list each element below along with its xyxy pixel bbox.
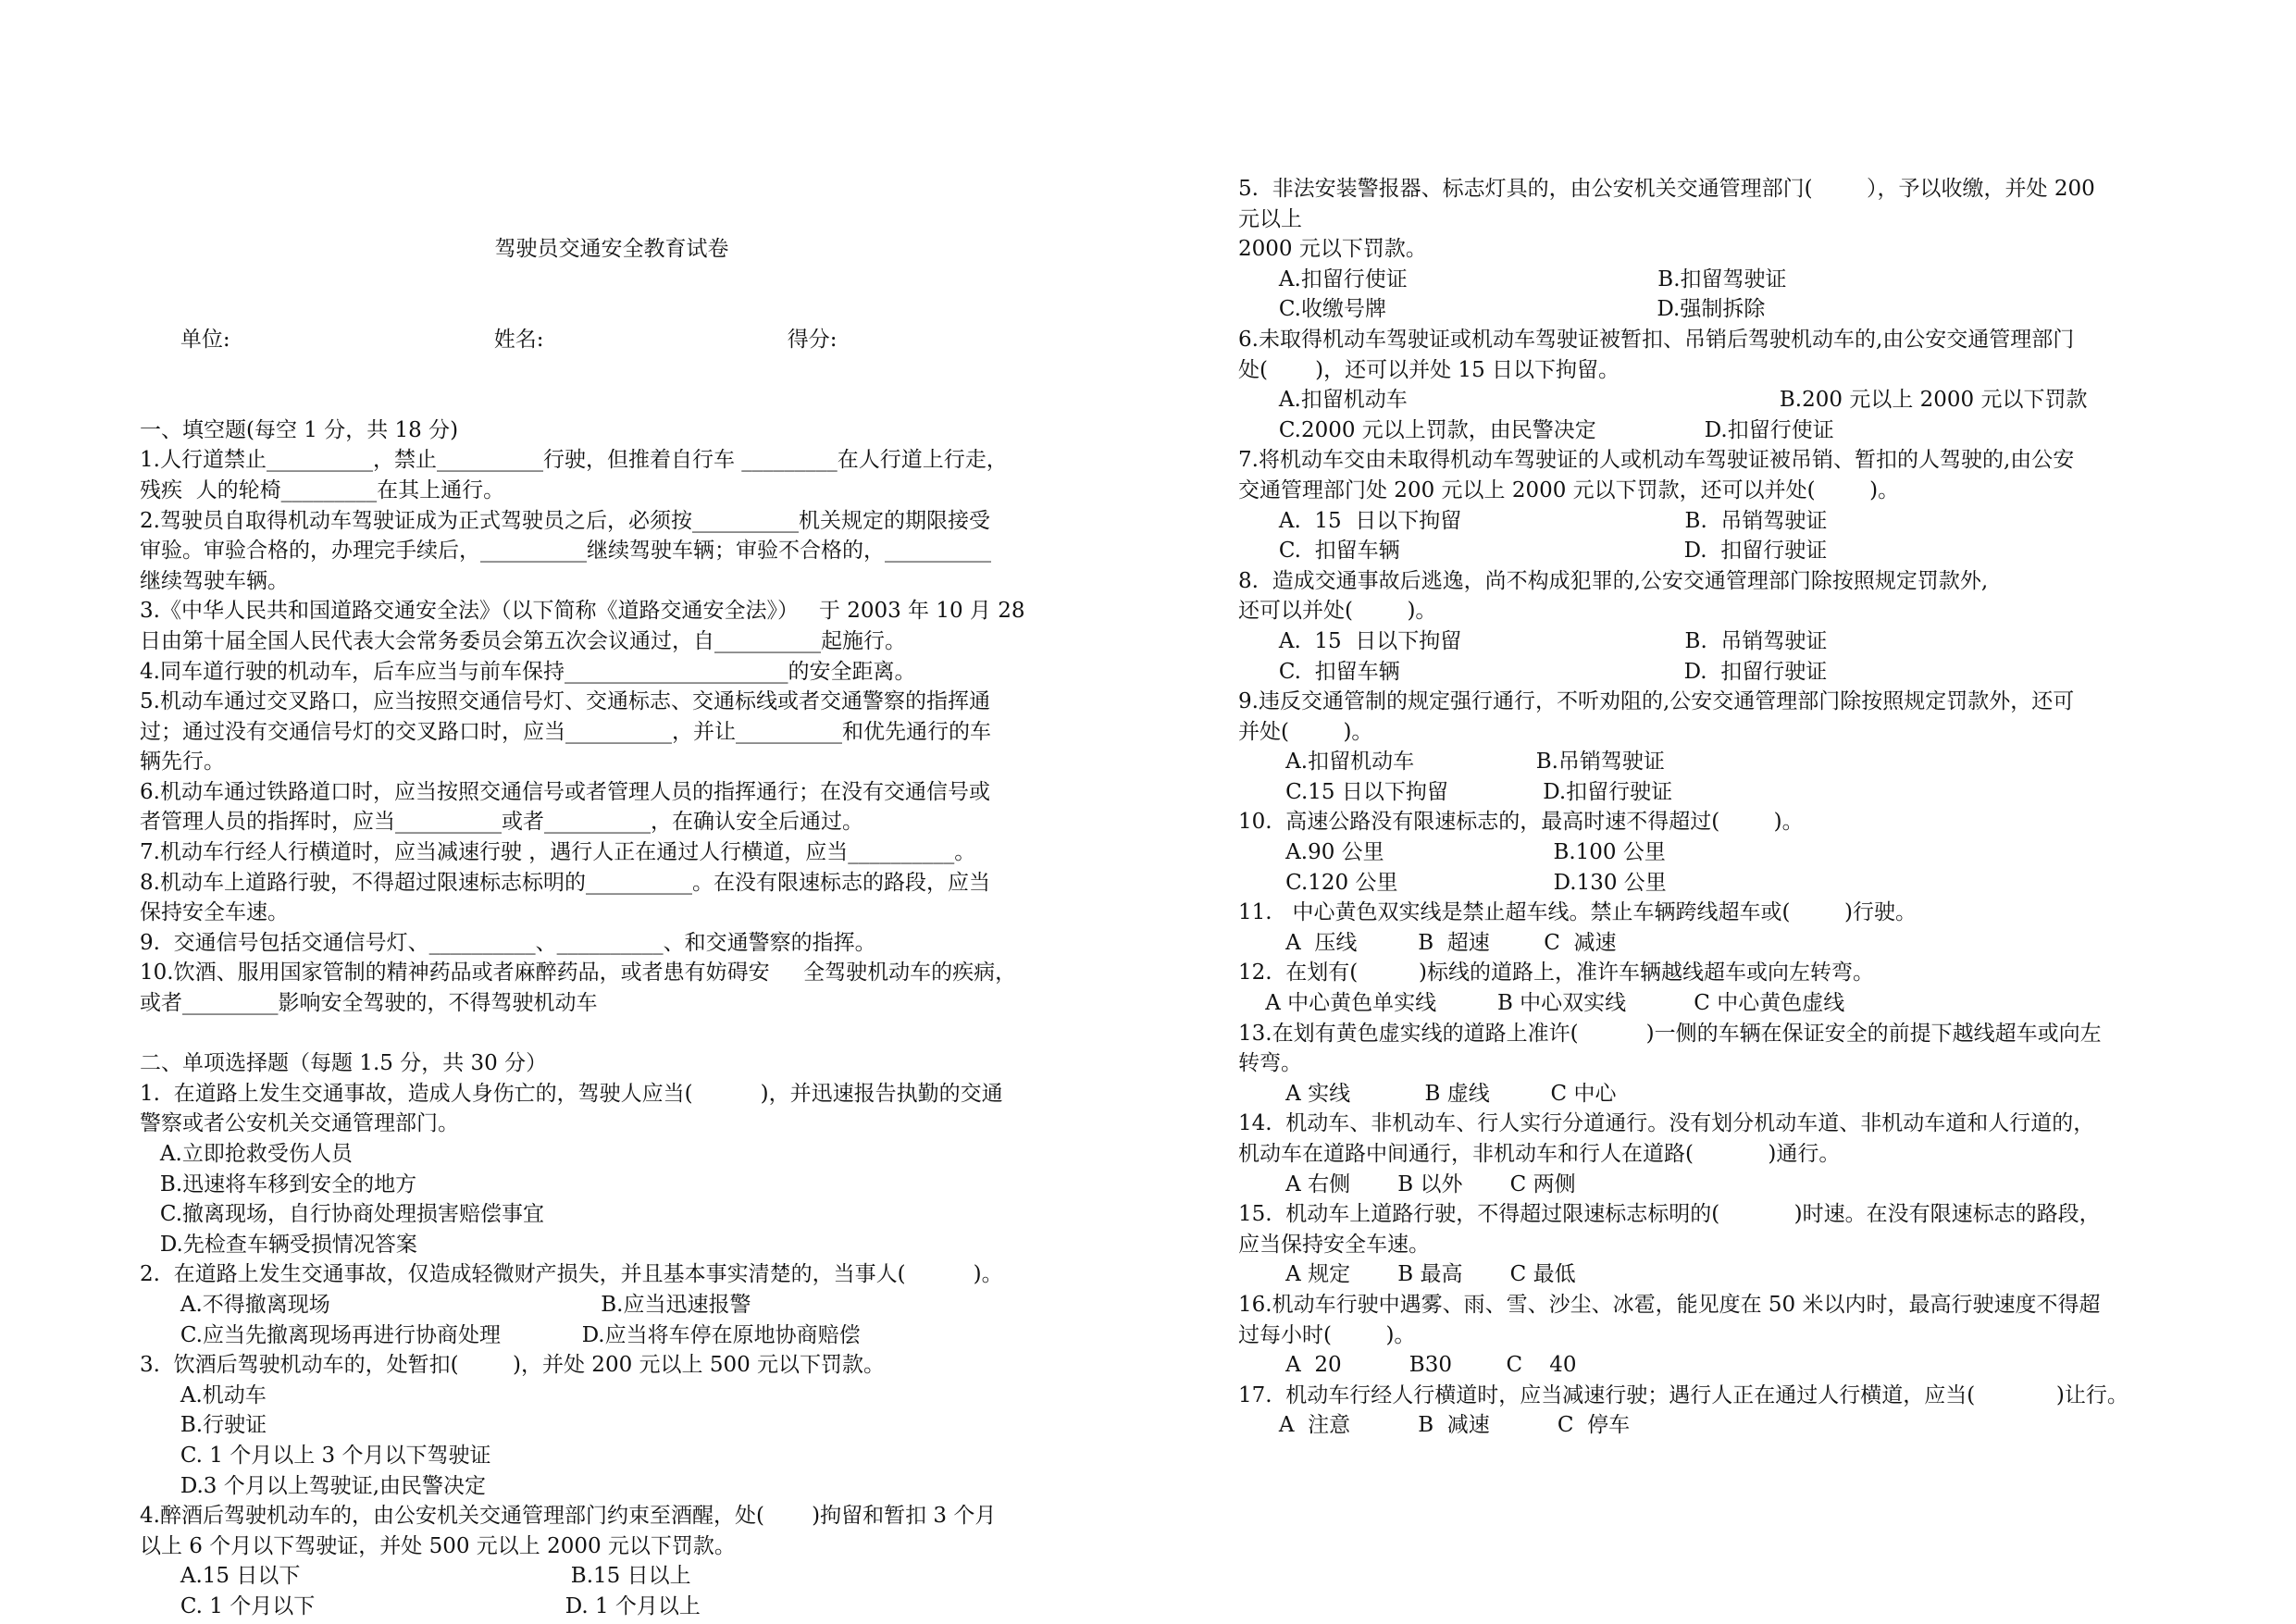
text-line: 12. 在划有( )标线的道路上，准许车辆越线超车或向左转弯。	[1238, 961, 1874, 986]
text-line: A 压线 B 超速 C 减速	[1238, 930, 1617, 955]
text-line: A.扣留机动车 B.200 元以上 2000 元以下罚款	[1238, 388, 2088, 413]
text-line: 处( )，还可以并处 15 日以下拘留。	[1238, 357, 1620, 382]
exam-info-line: 单位: 姓名: 得分:	[140, 327, 838, 352]
text-line: C.撤离现场，自行协商处理损害赔偿事宜	[140, 1202, 545, 1227]
text-line: A 右侧 B 以外 C 两侧	[1238, 1172, 1576, 1196]
text-line: 4.同车道行驶的机动车，后车应当与前车保持_____________________的安全距离。	[140, 659, 916, 684]
text-line: 转弯。	[1238, 1051, 1302, 1076]
text-line: A.不得撤离现场 B.应当迅速报警	[140, 1292, 751, 1317]
text-line: C. 扣留车辆 D. 扣留行驶证	[1238, 659, 1828, 684]
text-line: 应当保持安全车速。	[1238, 1232, 1430, 1257]
text-line: 9. 交通信号包括交通信号灯、__________、__________、和交通警察的指挥。	[140, 930, 876, 955]
text-line: C.2000 元以上罚款，由民警决定 D.扣留行使证	[1238, 417, 1834, 442]
left-column	[140, 174, 1084, 1622]
text-line: 交通管理部门处 200 元以上 2000 元以下罚款，还可以并处( )。	[1238, 477, 1900, 502]
text-line: C. 扣留车辆 D. 扣留行驶证	[1238, 539, 1828, 564]
text-line: 14. 机动车、非机动车、行人实行分道通行。没有划分机动车道、非机动车道和人行道的，	[1238, 1111, 2095, 1136]
text-line: 者管理人员的指挥时，应当__________或者__________，在确认安全后通过。	[140, 810, 863, 835]
text-line: A 20 B30 C 40	[1238, 1353, 1577, 1378]
text-line: 5. 非法安装警报器、标志灯具的，由公安机关交通管理部门( ），予以收缴，并处 200	[1238, 177, 2095, 201]
text-line: 元以上	[1238, 206, 1302, 231]
text-line: A.机动车	[140, 1382, 267, 1407]
text-line: 以上 6 个月以下驾驶证，并处 500 元以上 2000 元以下罚款。	[140, 1533, 736, 1558]
text-line: A 中心黄色单实线 B 中心双实线 C 中心黄色虚线	[1238, 991, 1845, 1016]
text-line: C. 1 个月以下 D. 1 个月以上	[140, 1593, 701, 1618]
text-line: A.扣留行使证 B.扣留驾驶证	[1238, 267, 1787, 291]
text-line: C. 1 个月以上 3 个月以下驾驶证	[140, 1443, 491, 1468]
text-line: 10.饮酒、服用国家管制的精神药品或者麻醉药品，或者患有妨碍安 全驾驶机动车的疾病，	[140, 961, 1017, 986]
text-line: A.扣留机动车 B.吊销驾驶证	[1238, 750, 1665, 775]
text-line: D.先检查车辆受损情况答案	[140, 1232, 417, 1257]
text-line: 过每小时( )。	[1238, 1322, 1416, 1347]
text-line: 3. 饮酒后驾驶机动车的，处暂扣( )，并处 200 元以上 500 元以下罚款。	[140, 1353, 886, 1378]
text-line: 6.机动车通过铁路道口时，应当按照交通信号或者管理人员的指挥通行；在没有交通信号或	[140, 779, 990, 804]
text-line: 一、填空题(每空 1 分，共 18 分)	[140, 417, 459, 442]
text-line: C.收缴号牌 D.强制拆除	[1238, 297, 1766, 322]
text-line: 11. 中心黄色双实线是禁止超车线。禁止车辆跨线超车或( )行驶。	[1238, 900, 1917, 925]
text-line: 1.人行道禁止__________，禁止__________行驶，但推着自行车 _________在人行道上行走，	[140, 448, 1008, 473]
text-line: 或者_________影响安全驾驶的，不得驾驶机动车	[140, 991, 598, 1016]
text-line: A.立即抢救受伤人员	[140, 1142, 353, 1166]
text-line: 二、单项选择题（每题 1.5 分，共 30 分）	[140, 1051, 548, 1076]
text-line: 13.在划有黄色虚实线的道路上准许( )一侧的车辆在保证安全的前提下越线超车或向左	[1238, 1021, 2102, 1046]
text-line: A. 15 日以下拘留 B. 吊销驾驶证	[1238, 508, 1828, 533]
text-line: 17. 机动车行经人行横道时，应当减速行驶；遇行人正在通过人行横道，应当( )让行。	[1238, 1382, 2128, 1407]
text-line: 并处( )。	[1238, 719, 1373, 744]
text-line: A.15 日以下 B.15 日以上	[140, 1564, 691, 1589]
text-line: 3.《中华人民共和国道路交通安全法》（以下简称《道路交通安全法》） 于 2003 年 10 月 28	[140, 599, 1025, 624]
text-line: 还可以并处( )。	[1238, 599, 1437, 624]
text-line: 继续驾驶车辆。	[140, 568, 289, 593]
text-line: C.15 日以下拘留 D.扣留行驶证	[1238, 779, 1673, 804]
text-line: 4.醉酒后驾驶机动车的，由公安机关交通管理部门约束至酒醒，处( )拘留和暂扣 3 个月	[140, 1504, 997, 1529]
text-line: 8.机动车上道路行驶，不得超过限速标志标明的__________。在没有限速标志的路段，应当	[140, 870, 990, 895]
text-line: 保持安全车速。	[140, 900, 289, 925]
text-line: 残疾 人的轮椅_________在其上通行。	[140, 477, 505, 502]
text-line: 审验。审验合格的，办理完手续后，__________继续驾驶车辆；审验不合格的，__________	[140, 539, 991, 564]
text-line: D.3 个月以上驾驶证,由民警决定	[140, 1473, 487, 1498]
text-line: 5.机动车通过交叉路口，应当按照交通信号灯、交通标志、交通标线或者交通警察的指挥通	[140, 689, 990, 714]
text-line: 1. 在道路上发生交通事故，造成人身伤亡的，驾驶人应当( )，并迅速报告执勤的交通	[140, 1081, 1003, 1106]
text-line: A 注意 B 减速 C 停车	[1238, 1413, 1631, 1438]
text-line: 7.机动车行经人行横道时，应当减速行驶 ，遇行人正在通过人行横道，应当__________。	[140, 840, 976, 865]
blank-line	[140, 1019, 1084, 1049]
exam-title: 驾驶员交通安全教育试卷	[494, 237, 729, 262]
text-line: 10. 高速公路没有限速标志的，最高时速不得超过( )。	[1238, 810, 1804, 835]
text-line: A 规定 B 最高 C 最低	[1238, 1262, 1576, 1287]
text-line: 2. 在道路上发生交通事故，仅造成轻微财产损失，并且基本事实清楚的，当事人( )。	[140, 1262, 1003, 1287]
text-line: 6.未取得机动车驾驶证或机动车驾驶证被暂扣、吊销后驾驶机动车的,由公安交通管理部门	[1238, 327, 2075, 352]
text-line: 7.将机动车交由未取得机动车驾驶证的人或机动车驾驶证被吊销、暂扣的人驾驶的,由公安	[1238, 448, 2075, 473]
text-line: 辆先行。	[140, 750, 225, 775]
text-line: A 实线 B 虚线 C 中心	[1238, 1081, 1617, 1106]
text-line: A.90 公里 B.100 公里	[1238, 840, 1666, 865]
text-line: 警察或者公安机关交通管理部门。	[140, 1111, 459, 1136]
text-line: B.行驶证	[140, 1413, 267, 1438]
text-line: 2000 元以下罚款。	[1238, 237, 1427, 262]
text-line: 15. 机动车上道路行驶，不得超过限速标志标明的( )时速。在没有限速标志的路段，	[1238, 1202, 2101, 1227]
text-line: 过；通过没有交通信号灯的交叉路口时，应当__________，并让__________和优先通行的车	[140, 719, 991, 744]
text-line: 日由第十届全国人民代表大会常务委员会第五次会议通过，自__________起施行。	[140, 628, 906, 653]
text-line: 8. 造成交通事故后逃逸，尚不构成犯罪的,公安交通管理部门除按照规定罚款外,	[1238, 568, 1989, 593]
text-line: 9.违反交通管制的规定强行通行，不听劝阻的,公安交通管理部门除按照规定罚款外，还可	[1238, 689, 2075, 714]
text-line: C.应当先撤离现场再进行协商处理 D.应当将车停在原地协商赔偿	[140, 1322, 861, 1347]
text-line: 16.机动车行驶中遇雾、雨、雪、沙尘、冰雹，能见度在 50 米以内时，最高行驶速度不得超	[1238, 1292, 2101, 1317]
text-line: C.120 公里 D.130 公里	[1238, 870, 1667, 895]
text-line: 2.驾驶员自取得机动车驾驶证成为正式驾驶员之后，必须按__________机关规定的期限接受	[140, 508, 990, 533]
text-line: 机动车在道路中间通行，非机动车和行人在道路( )通行。	[1238, 1142, 1841, 1166]
text-line: B.迅速将车移到安全的地方	[140, 1172, 417, 1196]
right-column	[1238, 174, 2182, 1441]
text-line: A. 15 日以下拘留 B. 吊销驾驶证	[1238, 628, 1828, 653]
